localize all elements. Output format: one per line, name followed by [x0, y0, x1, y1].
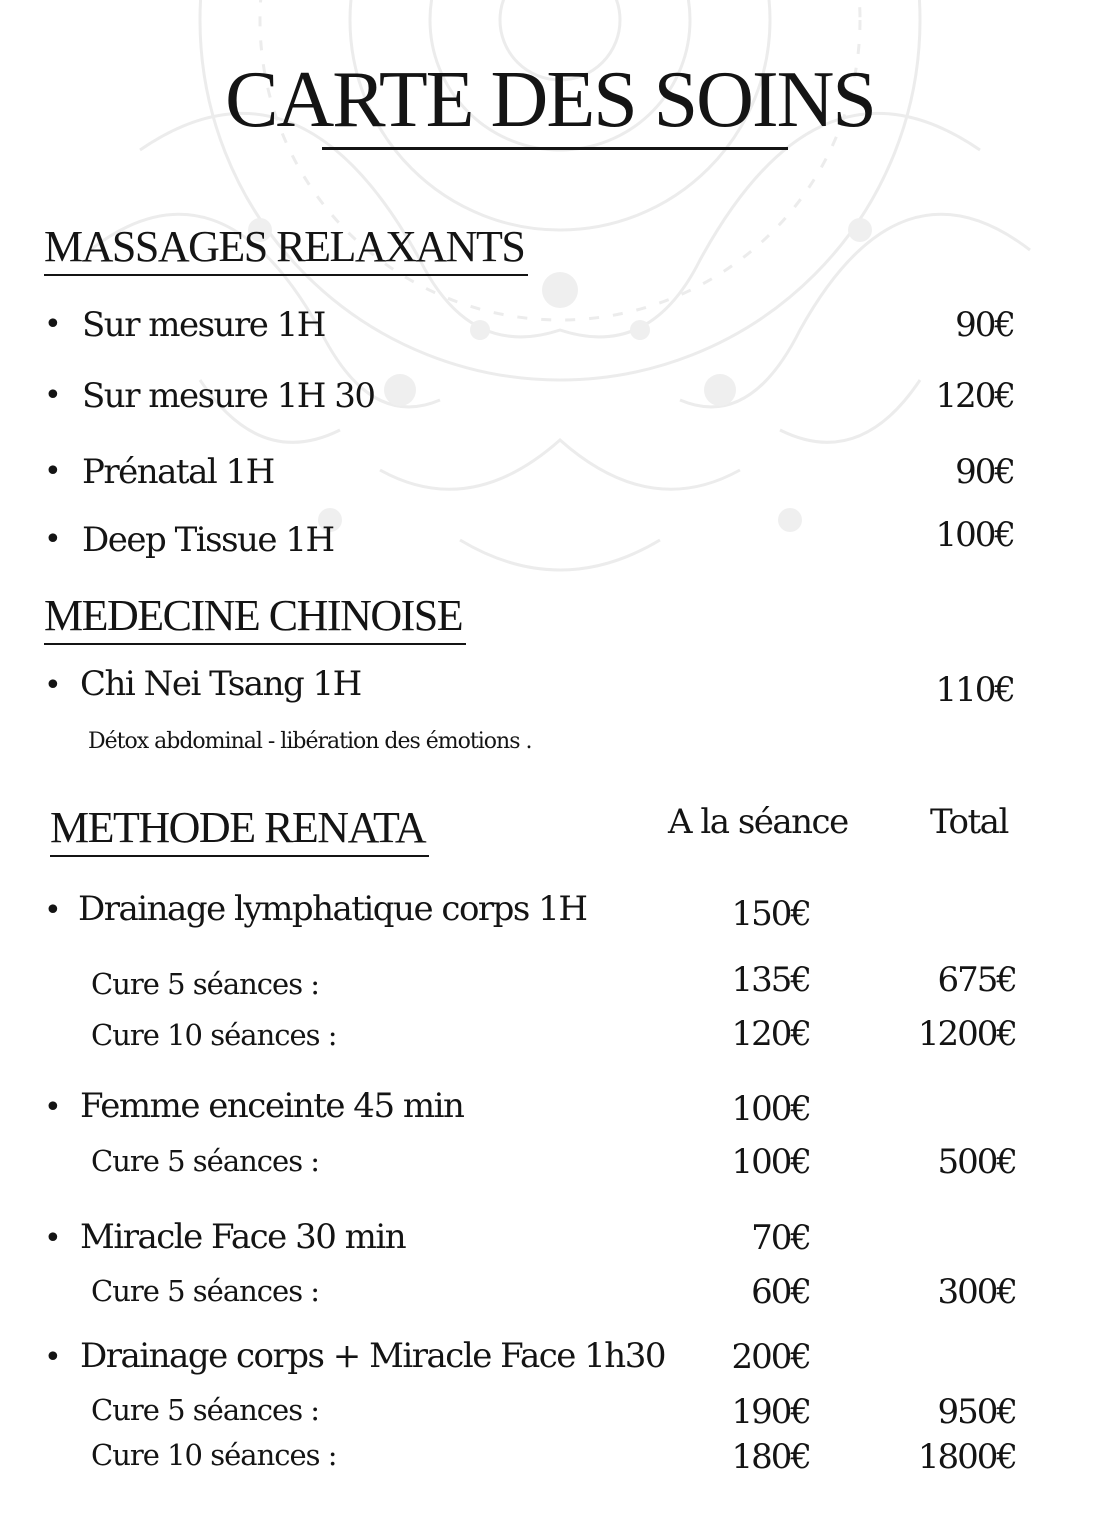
cure-session-price: 190€	[731, 1392, 810, 1432]
cure-label: Cure 5 séances :	[91, 1144, 320, 1178]
item-name: Chi Nei Tsang 1H	[80, 664, 361, 704]
cure-session-price: 100€	[731, 1142, 810, 1182]
item-price: 200€	[731, 1337, 810, 1377]
cure-label: Cure 10 séances :	[91, 1018, 337, 1052]
item-price: 90€	[955, 452, 1014, 492]
bullet: •	[44, 1340, 62, 1375]
cure-session-price: 180€	[731, 1437, 810, 1477]
cure-total-price: 675€	[937, 960, 1016, 1000]
cure-session-price: 120€	[731, 1014, 810, 1054]
item-name: Sur mesure 1H 30	[82, 376, 375, 416]
bullet: •	[44, 522, 62, 557]
item-note: Détox abdominal - libération des émotions .	[88, 729, 532, 754]
cure-label: Cure 5 séances :	[91, 1274, 320, 1308]
item-price: 100€	[935, 515, 1014, 555]
cure-label: Cure 10 séances :	[91, 1438, 337, 1472]
item-name: Prénatal 1H	[82, 452, 274, 492]
page-title: CARTE DES SOINS	[225, 56, 875, 144]
bullet: •	[44, 378, 62, 413]
bullet: •	[44, 893, 62, 928]
item-price: 100€	[731, 1089, 810, 1129]
cure-total-price: 300€	[937, 1272, 1016, 1312]
bullet: •	[44, 307, 62, 342]
item-price: 70€	[751, 1218, 810, 1258]
cure-label: Cure 5 séances :	[91, 1393, 320, 1427]
item-name: Drainage corps + Miracle Face 1h30	[80, 1336, 665, 1376]
item-price: 150€	[731, 894, 810, 934]
section-title-massages: MASSAGES RELAXANTS	[44, 222, 528, 276]
item-name: Miracle Face 30 min	[80, 1217, 406, 1257]
bullet: •	[44, 668, 62, 703]
item-price: 120€	[935, 376, 1014, 416]
item-price: 90€	[955, 305, 1014, 345]
item-price: 110€	[935, 670, 1014, 710]
bullet: •	[44, 1090, 62, 1125]
cure-total-price: 950€	[937, 1392, 1016, 1432]
section-title-chinese: MEDECINE CHINOISE	[44, 591, 466, 645]
cure-session-price: 60€	[751, 1272, 810, 1312]
cure-total-price: 1200€	[917, 1014, 1016, 1054]
cure-label: Cure 5 séances :	[91, 967, 320, 1001]
bullet: •	[44, 454, 62, 489]
cure-total-price: 500€	[937, 1142, 1016, 1182]
bullet: •	[44, 1221, 62, 1256]
item-name: Sur mesure 1H	[82, 305, 325, 345]
cure-session-price: 135€	[731, 960, 810, 1000]
cure-total-price: 1800€	[917, 1437, 1016, 1477]
item-name: Deep Tissue 1H	[82, 520, 334, 560]
item-name: Femme enceinte 45 min	[80, 1086, 464, 1126]
item-name: Drainage lymphatique corps 1H	[78, 889, 587, 929]
section-title-renata: METHODE RENATA	[50, 803, 429, 857]
column-header-session: A la séance	[668, 802, 848, 842]
column-header-total: Total	[930, 802, 1008, 842]
title-underline	[322, 147, 788, 150]
